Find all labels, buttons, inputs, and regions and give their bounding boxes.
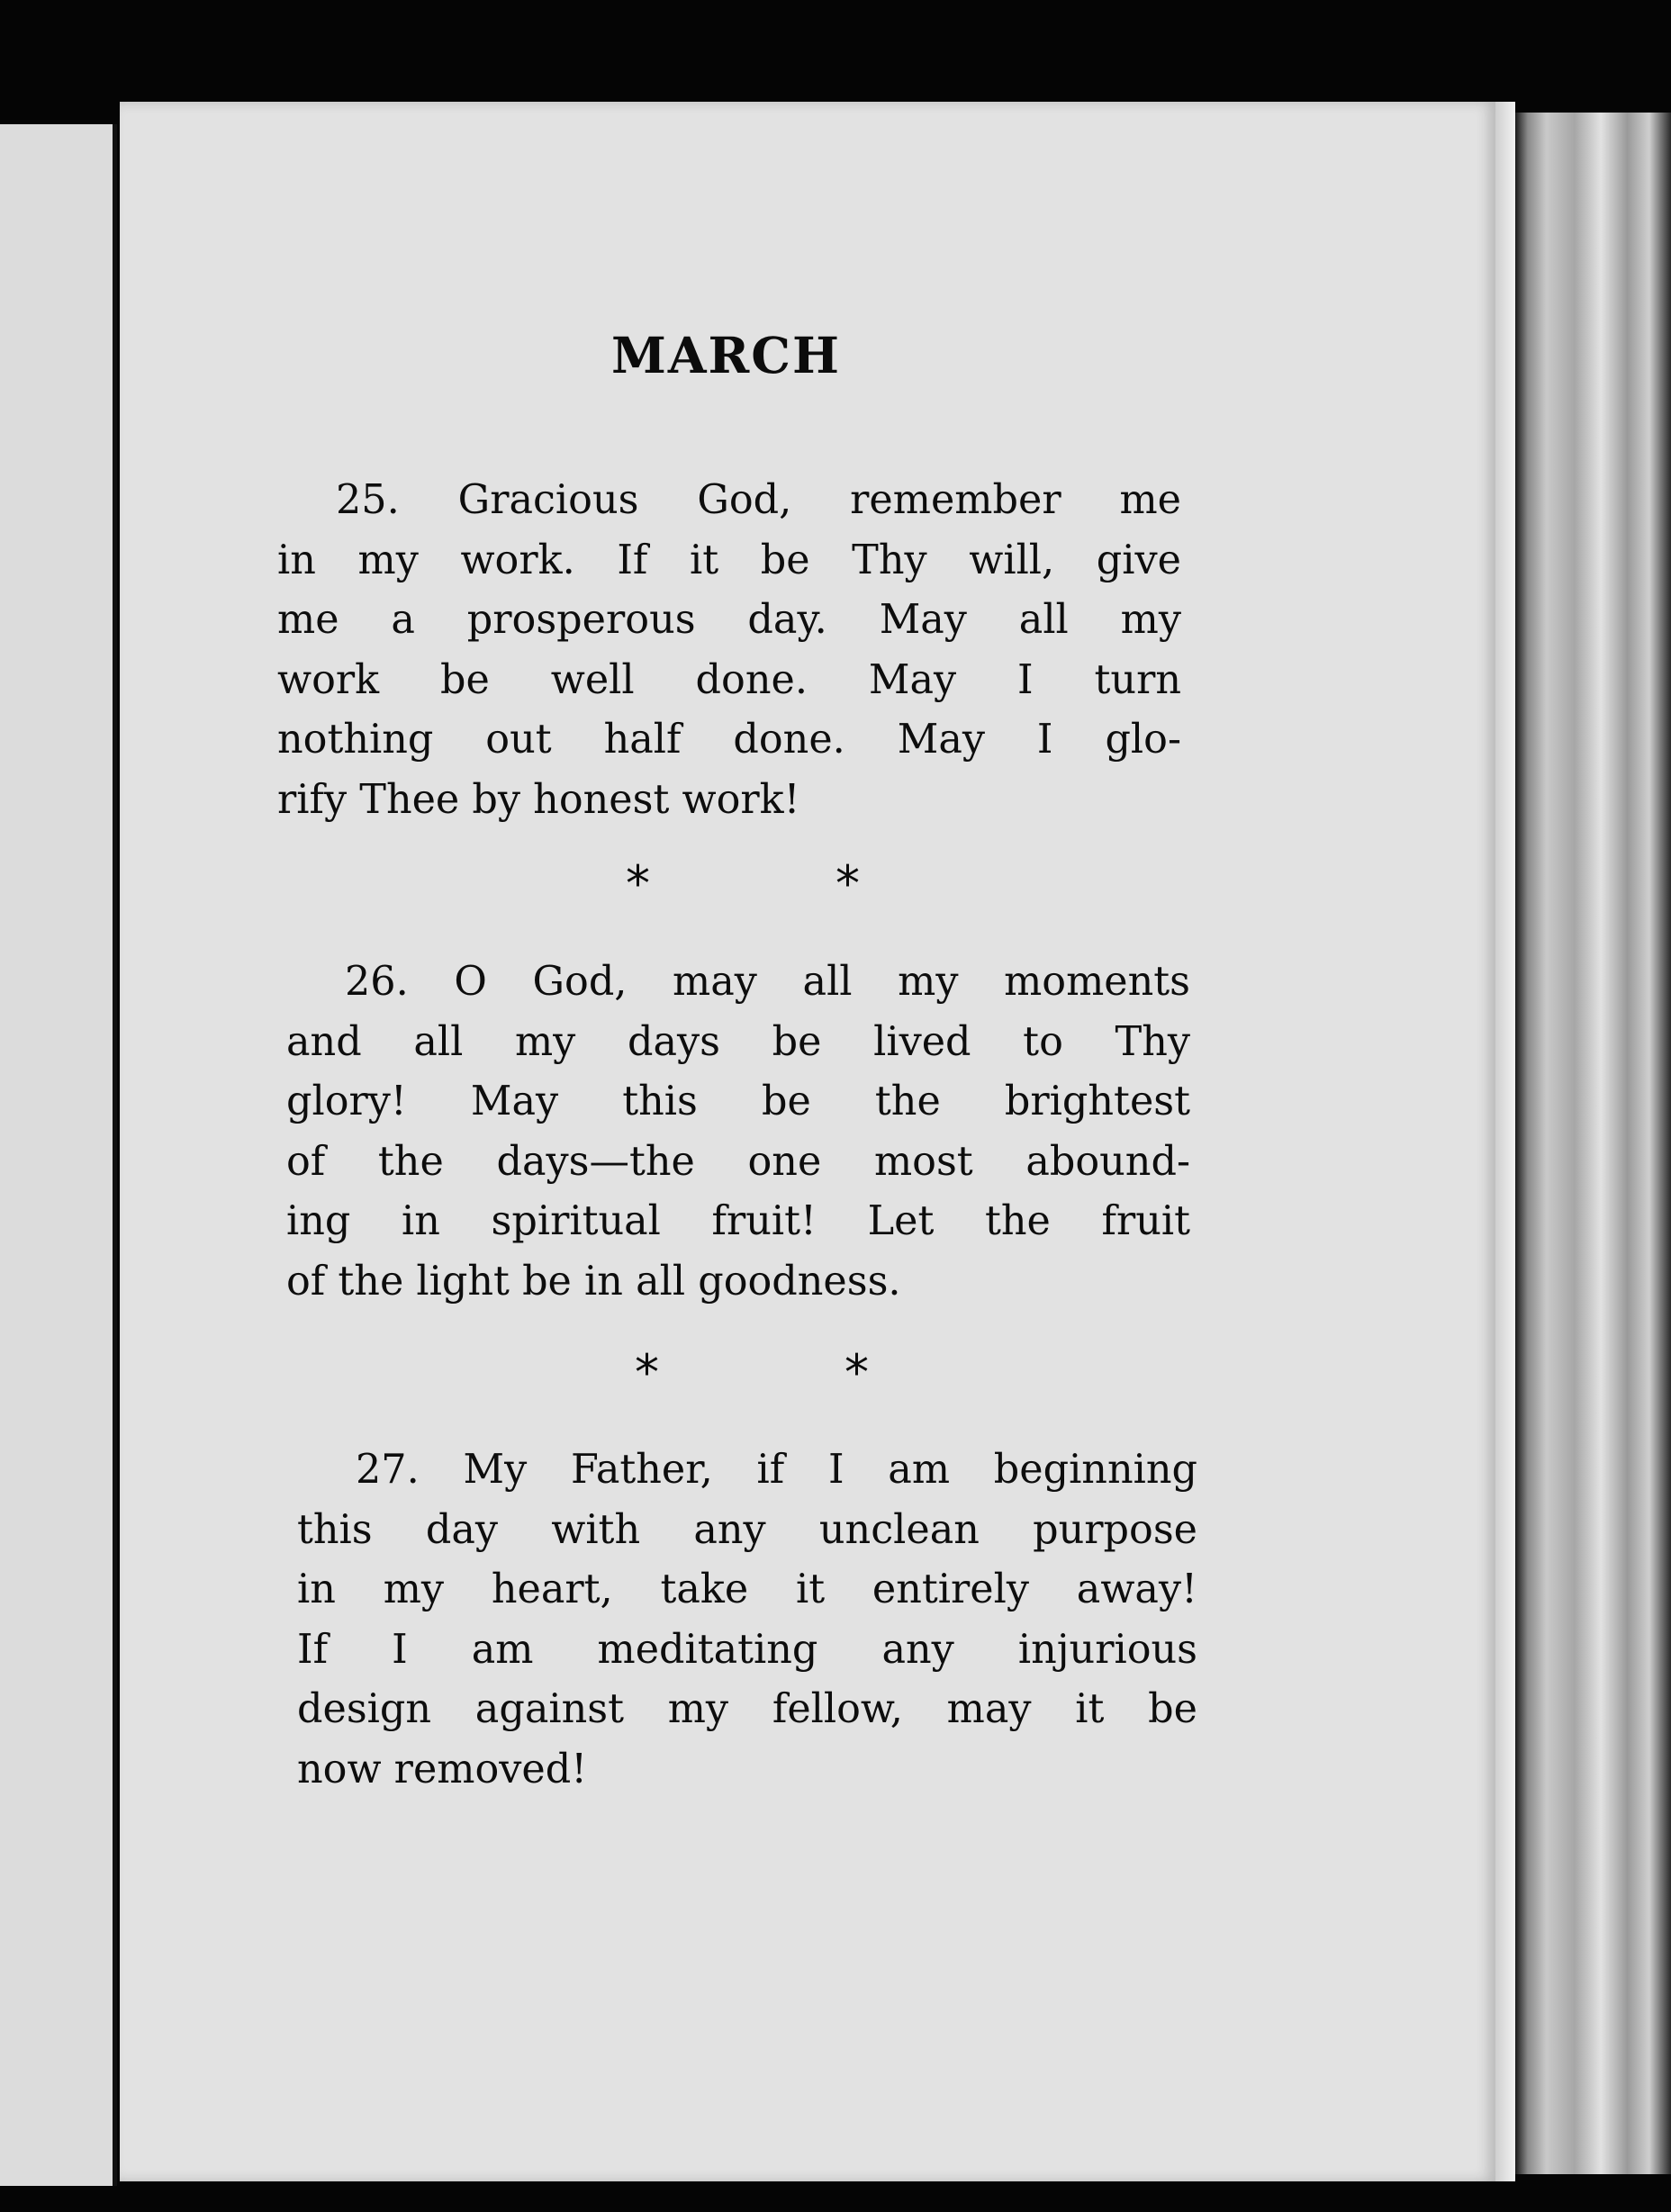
entry-line: work be well done. May I turn [277,656,1181,703]
book-cover-edge [1515,113,1671,2174]
entry-line: of the days—the one most abound- [286,1138,1190,1185]
asterisk-mark: * [626,855,650,912]
entry-line: of the light be in all goodness. [286,1258,901,1305]
entry-line: ing in spiritual fruit! Let the fruit [286,1198,1190,1244]
asterisk-mark: * [836,855,860,912]
entry-line: in my heart, take it entirely away! [297,1566,1197,1612]
entry-line-text: Gracious God, remember me [457,477,1181,523]
entry-line-text: O God, may all my moments [454,959,1190,1005]
page-fore-edge [1495,102,1515,2181]
asterisk-mark: * [845,1344,869,1401]
entry-line: and all my days be lived to Thy [286,1018,1190,1065]
entry-line: me a prosperous day. May all my [277,597,1181,643]
asterism-separator [635,1344,869,1401]
entry-line-text: My Father, if I am beginning [463,1447,1197,1493]
entry-line: nothing out half done. May I glo- [277,717,1181,763]
prayer-entry-26 [286,953,1190,1312]
page-title: MARCH [610,326,841,384]
entry-first-line [286,953,1190,1013]
prayer-entry-27 [297,1440,1197,1800]
prayer-entry-25 [277,471,1181,830]
previous-page-edge [0,124,117,2186]
entry-number: 25. [336,477,400,523]
entry-line: design against my fellow, may it be [297,1686,1197,1732]
entry-first-line [297,1440,1197,1501]
entry-line: in my work. If it be Thy will, give [277,537,1181,583]
asterism-separator [626,855,860,912]
entry-number: 26. [345,959,409,1005]
asterisk-mark: * [635,1344,659,1401]
entry-line: now removed! [297,1746,588,1792]
entry-line: If I am meditating any injurious [297,1626,1197,1673]
entry-line: glory! May this be the brightest [286,1079,1190,1124]
entry-line: this day with any unclean purpose [297,1506,1197,1553]
entry-number: 27. [356,1447,420,1493]
entry-first-line [277,471,1181,531]
entry-line: rify Thee by honest work! [277,776,800,823]
